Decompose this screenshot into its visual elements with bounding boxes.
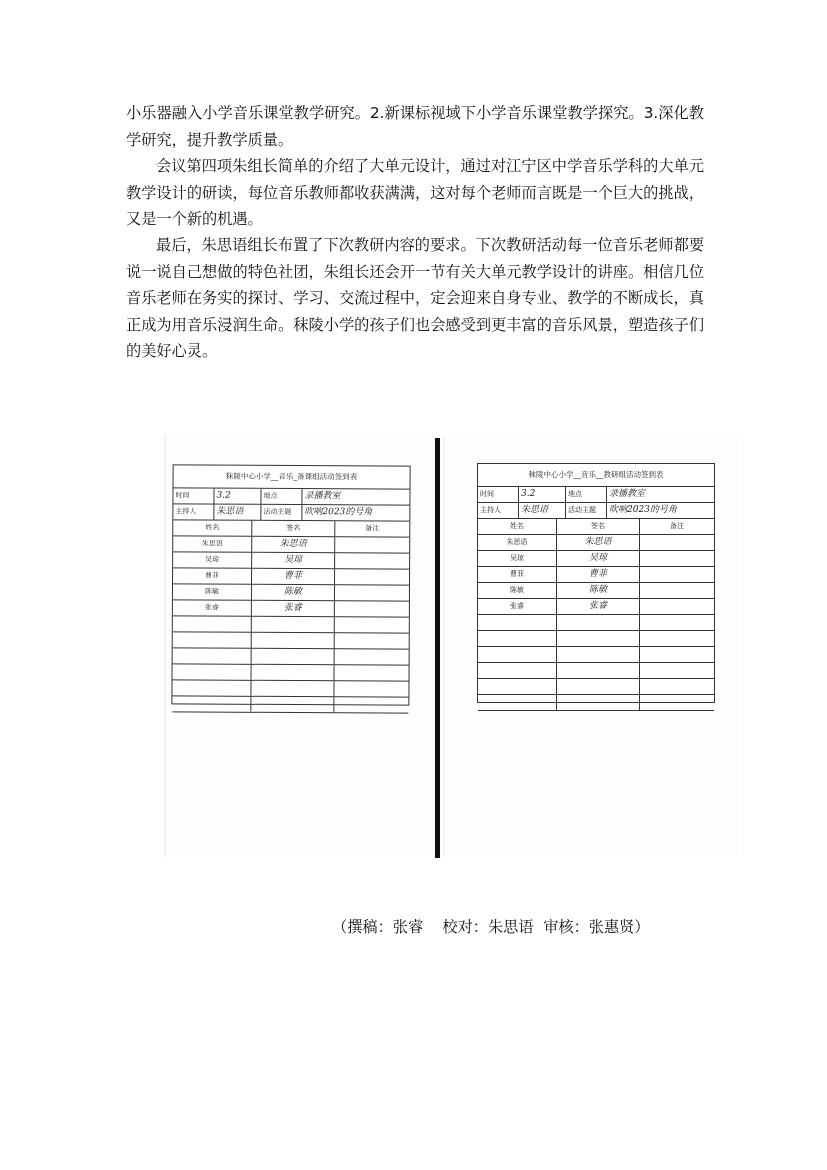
attendee-row: [478, 599, 714, 615]
attendee-note: [640, 567, 714, 582]
attendee-name: 陈敏: [173, 584, 252, 599]
attendee-note: [640, 551, 714, 566]
empty-row: [478, 615, 714, 631]
attendee-signature: 朱思语: [252, 537, 335, 552]
empty-cell: [334, 697, 408, 712]
empty-cell: [251, 681, 334, 696]
empty-cell: [335, 617, 409, 632]
attendee-row: [478, 551, 714, 567]
sheet-title: 秣陵中心小学__音乐_备课组活动签到表: [174, 465, 410, 489]
empty-cell: [640, 631, 714, 646]
empty-cell: [173, 664, 252, 679]
attendee-row: [173, 536, 409, 553]
empty-cell: [557, 615, 640, 630]
topic-value: 吹响2023的号角: [609, 505, 677, 515]
place-value: 录播教室: [304, 491, 341, 502]
empty-cell: [557, 647, 640, 662]
attendee-signature: 朱思语: [557, 535, 640, 550]
attendee-row: [478, 535, 714, 551]
attendee-row: [173, 584, 409, 601]
empty-cell: [251, 697, 334, 712]
paragraph-1: 小乐器融入小学音乐课堂教学研究。2.新课标视域下小学音乐课堂教学探究。3.深化教学研究，提升教学质量。: [126, 104, 704, 149]
attendee-name: 朱思语: [173, 536, 252, 551]
attendee-note: [335, 537, 409, 552]
paragraph-3: 最后，朱思语组长布置了下次教研内容的要求。下次教研活动每一位音乐老师都要说一说自己想做的特色社团，朱组长还会开一节有关大单元教学设计的讲座。相信几位音乐老师在务实的探讨、学习、交流过程中，定会迎来自身专业、教学的不断成长，真正成为用音乐浸润生命。秣陵小学的孩子们也会感受到更丰富的音乐风景，塑造孩子们的美好心灵。: [126, 236, 704, 360]
empty-cell: [478, 679, 557, 694]
attendee-name: 曹菲: [478, 567, 557, 582]
sheet-header-row: [173, 520, 409, 537]
empty-cell: [334, 681, 408, 696]
empty-cell: [252, 665, 335, 680]
time-value: 3.2: [214, 489, 261, 504]
attendee-signature: 曹菲: [557, 567, 640, 582]
host-label: 主持人: [173, 504, 214, 519]
attendee-name: 吴琼: [478, 551, 557, 566]
empty-row: [478, 647, 714, 663]
note-column-header: 备注: [365, 524, 380, 533]
note-column-header: 备注: [670, 522, 684, 530]
empty-row: [478, 663, 714, 679]
empty-cell: [335, 649, 409, 664]
place-label: 地点: [566, 487, 607, 502]
place-label: 地点: [261, 489, 302, 504]
attendee-note: [640, 535, 714, 550]
empty-row: [173, 616, 409, 633]
sheet-info-row: [478, 503, 714, 519]
empty-cell: [478, 647, 557, 662]
empty-cell: [335, 665, 409, 680]
sign-in-sheet: [171, 464, 410, 705]
attendee-signature: 张睿: [252, 601, 335, 616]
host-value: 朱思语: [519, 503, 566, 518]
host-value: 朱思语: [214, 505, 261, 520]
time-label: 时间: [173, 488, 214, 503]
name-column-header: 姓名: [173, 520, 252, 535]
empty-cell: [640, 615, 714, 630]
empty-cell: [335, 633, 409, 648]
empty-cell: [557, 631, 640, 646]
empty-row: [172, 680, 408, 697]
empty-cell: [557, 663, 640, 678]
time-value: 3.2: [519, 487, 566, 502]
name-column-header: 姓名: [478, 519, 557, 534]
sign-sheet-photo-left: [164, 435, 435, 857]
time-label: 时间: [478, 487, 519, 502]
empty-row: [172, 664, 408, 681]
paragraph-2: 会议第四项朱组长简单的介绍了大单元设计，通过对江宁区中学音乐学科的大单元教学设计的研读，每位音乐教师都收获满满，这对每个老师而言既是一个巨大的挑战，又是一个新的机遇。: [126, 157, 704, 228]
attendee-name: 朱思语: [478, 535, 557, 550]
sheet-title: 秣陵中心小学__音乐__教研组活动签到表: [478, 464, 714, 487]
attendee-row: [173, 600, 409, 617]
empty-cell: [478, 663, 557, 678]
attendee-note: [335, 553, 409, 568]
empty-cell: [640, 695, 714, 710]
empty-row: [478, 679, 714, 695]
credits-line: （撰稿：张睿 校对：朱思语 审核：张惠贤）: [332, 918, 650, 936]
attendee-signature: 吴琼: [557, 551, 640, 566]
attendee-signature: 吴琼: [252, 553, 335, 568]
host-label: 主持人: [478, 503, 519, 518]
attendee-row: [478, 583, 714, 599]
empty-cell: [557, 679, 640, 694]
sheet-info-row: [173, 488, 409, 505]
empty-cell: [252, 649, 335, 664]
attendee-note: [335, 601, 409, 616]
attendee-name: 张睿: [478, 599, 557, 614]
attendee-name: 曹菲: [173, 568, 252, 583]
topic-value: 吹响2023的号角: [304, 507, 373, 518]
empty-row: [478, 631, 714, 647]
attendee-signature: 曹菲: [252, 569, 335, 584]
attendee-row: [478, 567, 714, 583]
empty-cell: [557, 695, 640, 710]
topic-label: 活动主题: [261, 505, 302, 520]
empty-row: [478, 695, 714, 711]
empty-row: [172, 696, 408, 713]
attendee-row: [173, 552, 409, 569]
attendee-name: 陈敏: [478, 583, 557, 598]
attendee-row: [173, 568, 409, 585]
attendee-signature: 陈敏: [252, 585, 335, 600]
empty-cell: [478, 695, 557, 710]
place-value: 录播教室: [609, 489, 646, 499]
photo-divider: [435, 438, 440, 858]
attendee-signature: 张睿: [557, 599, 640, 614]
empty-row: [173, 632, 409, 649]
empty-cell: [478, 615, 557, 630]
sheet-header-row: [478, 519, 714, 535]
attendee-note: [640, 599, 714, 614]
attendee-note: [335, 569, 409, 584]
topic-label: 活动主题: [566, 503, 607, 518]
sign-column-header: 签名: [252, 521, 335, 536]
attendee-note: [640, 583, 714, 598]
empty-cell: [640, 647, 714, 662]
attendee-signature: 陈敏: [557, 583, 640, 598]
attendee-name: 张睿: [173, 600, 252, 615]
attendee-note: [335, 585, 409, 600]
attendee-name: 吴琼: [173, 552, 252, 567]
empty-cell: [173, 632, 252, 647]
empty-cell: [172, 680, 251, 695]
empty-cell: [173, 616, 252, 631]
sheet-info-row: [478, 487, 714, 503]
empty-row: [173, 648, 409, 665]
sign-column-header: 签名: [557, 519, 640, 534]
sign-in-sheet: [477, 463, 715, 703]
empty-cell: [640, 663, 714, 678]
empty-cell: [172, 696, 251, 711]
empty-cell: [640, 679, 714, 694]
empty-cell: [252, 617, 335, 632]
empty-cell: [478, 631, 557, 646]
empty-cell: [252, 633, 335, 648]
sheet-info-row: [173, 504, 409, 521]
sign-sheet-photo-right: [443, 435, 739, 857]
empty-cell: [173, 648, 252, 663]
